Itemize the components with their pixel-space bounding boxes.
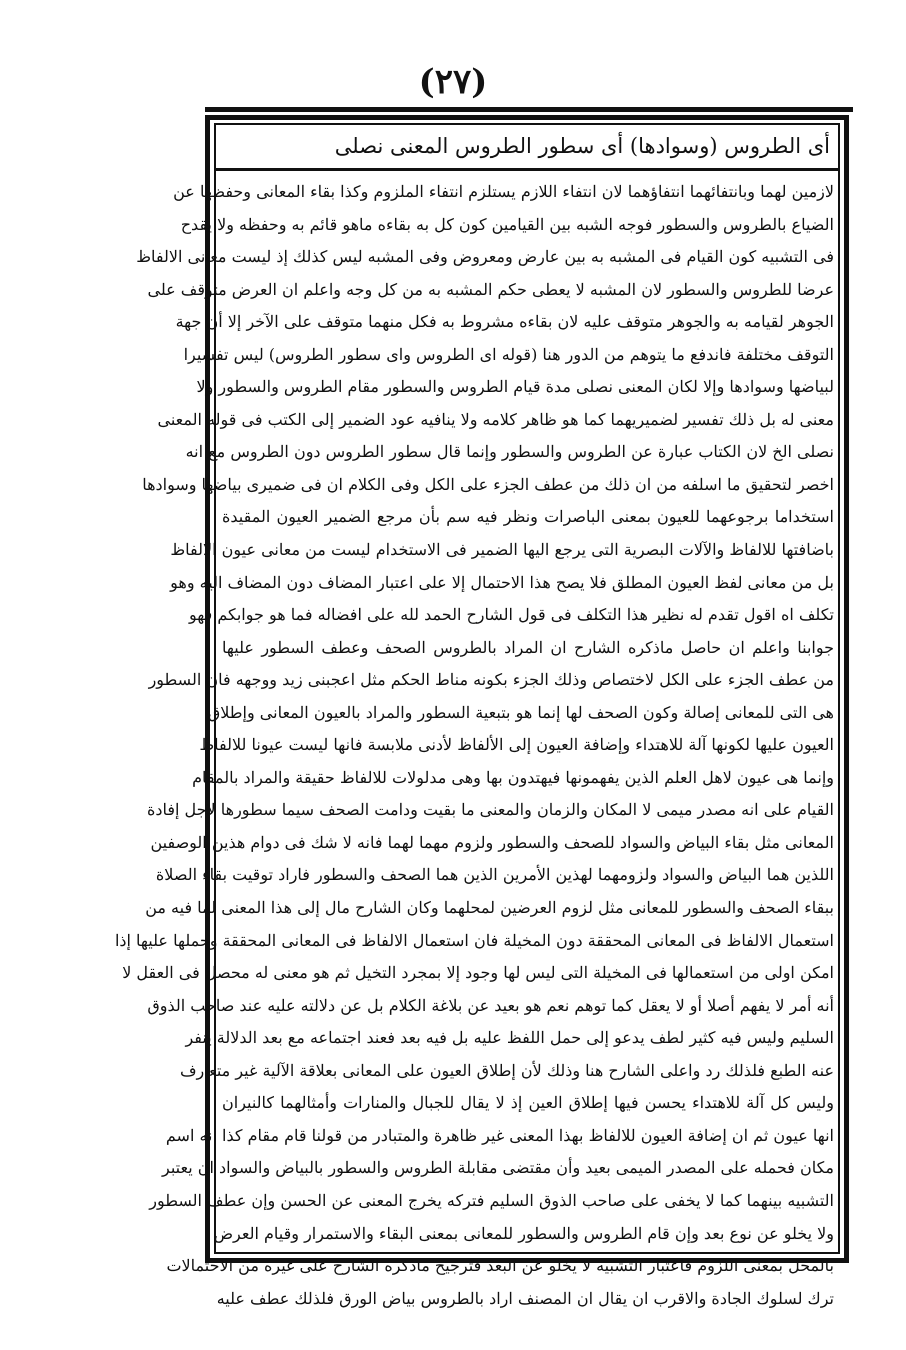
text-line: معنى له بل ذلك تفسير لضميريهما كما هو ظاهر كلامه ولا ينافيه عود الضمير إلى الكتب فى قوله المعنى xyxy=(157,409,834,429)
text-line: اخصر لتحقيق ما اسلفه من ان ذلك من عطف الجزء على الكل وفى الكلام ان فى ضميرى بياضها وسوادها xyxy=(142,474,834,494)
text-line: ولا يخلو عن نوع بعد وإن قام الطروس والسطور للمعانى بمعنى البقاء والاستمرار وقيام العرض xyxy=(213,1223,834,1243)
text-line: المعانى مثل بقاء البياض والسواد للصحف والسطور ولزوم مهما لهما فانه لا شك فى دوام هذين الوصفين xyxy=(150,832,834,852)
text-line: تكلف اه اقول تقدم له نظير هذا التكلف فى قول الشارح الحمد لله على افضاله فما هو جوابكم فهو xyxy=(188,605,834,625)
header-divider xyxy=(216,168,838,171)
text-line: التشبيه بينهما كما لا يخفى على صاحب الذوق السليم فتركه يخرج المعنى عن الحسن وإن عطف السطور xyxy=(149,1190,834,1210)
text-line: من عطف الجزء على الكل لاختصاص وذلك الجزء بكونه مناط الحكم مثل اعجبنى زيد ووجهه فان السطور xyxy=(148,670,834,690)
text-line: امكن اولى من استعمالها فى المخيلة التى ليس لها وجود إلا بمجرد التخيل ثم هو معنى له محصل فى العقل لا xyxy=(122,963,834,983)
text-line: عنه الطبع فلذلك رد واعلى الشارح هنا وذلك لأن إطلاق العيون على المعانى بعلاقة الآلية غير متعارف xyxy=(179,1060,834,1080)
text-line: جوابنا واعلم ان حاصل ماذكره الشارح ان المراد بالطروس الصحف وعطف السطور عليها xyxy=(222,637,834,657)
text-line: بل من معانى لفظ العيون المطلق فلا يصح هذا الاحتمال إلا على اعتبار المضاف دون المضاف اليه وهو xyxy=(170,572,834,592)
text-line: الضياع بالطروس والسطور فوجه الشبه بين القيامين كون كل به بقاءه ماهو قائم به وحفظه ولا يقدح xyxy=(180,214,834,234)
text-line: استخداما برجوعهما للعيون بمعنى الباصرات ونظر فيه سم بأن مرجع الضمير العيون المقيدة xyxy=(222,507,834,527)
text-line: انها عيون ثم ان إضافة العيون للالفاظ بهذا المعنى غير ظاهرة والمتبادر من قولنا قام مقام كذا انه اسم xyxy=(165,1125,834,1145)
matn-header-line: أى الطروس (وسوادها) أى سطور الطروس المعنى نصلى xyxy=(334,134,830,158)
text-line: ترك لسلوك الجادة والاقرب ان يقال ان المصنف اراد بالطروس بياض الورق فلذلك عطف عليه xyxy=(216,1288,834,1308)
text-line: السليم وليس فيه كثير لطف يدعو إلى حمل اللفظ عليه بل فيه بعد فعند اجتماعه مع بعد الدلالة ينفر xyxy=(185,1028,834,1048)
text-line: استعمال الالفاظ فى المعانى المحققة دون المخيلة فان استعمال الالفاظ فى المعانى المحققة وحملها عليها إذا xyxy=(114,930,834,950)
page-number: (۲۷) xyxy=(418,62,488,102)
text-line: اللذين هما البياض والسواد ولزومهما لهذين الأمرين الذين هما الصحف والسطور فاراد توقيت بقاء الصلاة xyxy=(155,865,834,885)
text-line: نصلى الخ لان الكتاب عبارة عن الطروس والسطور وإنما قال سطور الطروس دون الطروس مع انه xyxy=(185,442,834,462)
text-line: لبياضها وسوادها وإلا لكان المعنى نصلى مدة قيام الطروس والسطور مقام الطروس والسطور ولا xyxy=(196,377,834,397)
text-line: ببقاء الصحف والسطور للمعانى مثل لزوم العرضين لمحلهما وكان الشارح مال إلى هذا المعنى لما فيه من xyxy=(145,898,834,918)
text-line: عرضا للطروس والسطور لان المشبه لا يعطى حكم المشبه به من كل وجه واعلم ان العرض متوقف على xyxy=(147,279,834,299)
text-line: أنه أمر لا يفهم أصلا أو لا يعقل كما توهم نعم هو بعيد عن بلاغة الكلام بل عن دلالته عليه عند صاحب الذوق xyxy=(147,995,834,1015)
text-line: مكان فحمله على المصدر الميمى بعيد وأن مقتضى مقابلة الطروس والسطور بالبياض والسواد ان يعتبر xyxy=(161,1158,834,1178)
text-line: فى التشبيه كون القيام فى المشبه به بين عارض ومعروض وفى المشبه ليس كذلك إذ ليست معانى الالفاظ xyxy=(136,247,834,267)
text-line: العيون عليها لكونها آلة للاهتداء وإضافة العيون إلى الألفاظ لأدنى ملابسة فانها ليست عيونا للالفاظ xyxy=(199,735,834,755)
text-line: وإنما هى عيون لاهل العلم الذين يفهمونها فيهتدون بها وهى مدلولات للالفاظ حقيقة والمراد بالمقام xyxy=(192,767,834,787)
text-line: التوقف مختلفة فاندفع ما يتوهم من الدور هنا (قوله اى الطروس واى سطور الطروس) ليس تفسيرا xyxy=(183,344,834,364)
text-line: باضافتها للالفاظ والآلات البصرية التى يرجع اليها الضمير فى الاستخدام ليست من معانى عيون الالفاظ xyxy=(170,540,834,560)
text-line: لازمين لهما وبانتفائهما انتفاؤهما لان انتفاء اللازم يستلزم انتفاء الملزوم وكذا بقاء المعانى وحفظها عن xyxy=(173,182,834,201)
text-line: الجوهر لقيامه به والجوهر متوقف عليه لان بقاءه مشروط به فكل منهما متوقف على الآخر إلا أن جهة xyxy=(175,312,834,332)
text-line: القيام على انه مصدر ميمى لا المكان والزمان والمعنى ما بقيت ودامت الصحف سيما سطورها لاجل إفادة xyxy=(146,800,834,820)
text-line: وليس كل آلة للاهتداء يحسن فيها إطلاق العين إذ لا يقال للجبال والمنارات وأمثالهما كالنيران xyxy=(222,1093,834,1113)
top-rule xyxy=(205,107,853,112)
text-line: بالمحل بمعنى اللزوم فاعتبار التشبيه لا يخلو عن البعد فترجيح ماذكره الشارح على غيره من الاحتمالات xyxy=(166,1256,834,1276)
commentary-text-block xyxy=(114,176,834,1308)
text-line: هى التى للمعانى إصالة وكون الصحف لها إنما هو بتبعية السطور والمراد بالعيون المعانى وإطلاق xyxy=(207,702,834,722)
